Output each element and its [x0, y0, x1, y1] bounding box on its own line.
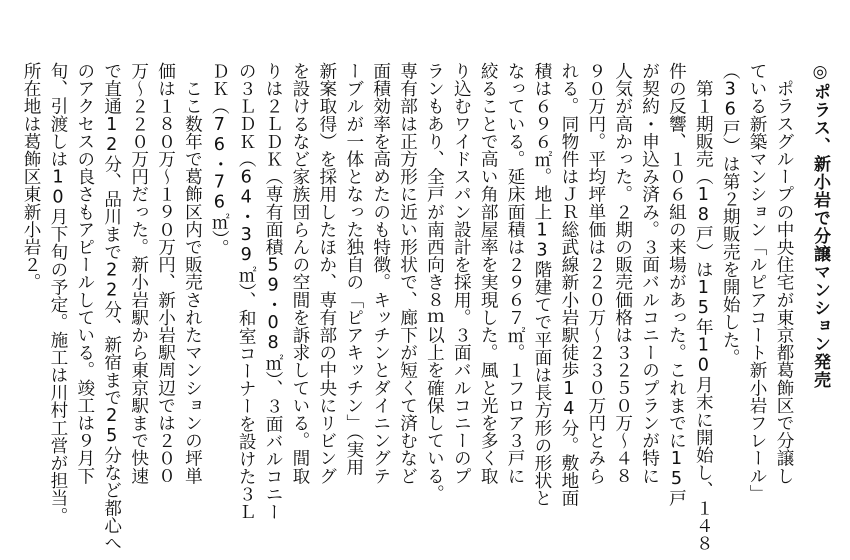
article-line: 新案取得）を採用したほか、専有部の中央にリビング — [316, 62, 337, 485]
article-line: のアクセスの良さもアピールしている。竣工は９月下 — [74, 62, 95, 485]
article-line: 積は６９６㎡。地上13階建てで平面は長方形の形状と — [531, 62, 552, 507]
article-line: れる。同物件はＪＲ総武線新小岩駅徒歩14分。敷地面 — [558, 62, 579, 507]
article-line: ここ数年で葛飾区内で販売されたマンションの坪単 — [182, 62, 203, 485]
article-line: 件の反響、１０６組の来場があった。これまでに15戸 — [666, 62, 687, 507]
article-line: 価は１８０万～１９０万円、新小岩駅周辺では２００ — [155, 62, 176, 485]
article-line: （36戸）は第２期販売を開始した。 — [720, 62, 741, 366]
article-line: 第１期販売（18戸）は15年10月末に開始し、１４８ — [693, 62, 714, 552]
article-line: を設けるなど家族団らんの空間を訴求している。間取 — [289, 62, 310, 485]
article-line: ーブルが一体となった独自の「ピアキッチン」（実用 — [343, 62, 364, 476]
article-line: 人気が高かった。２期の販売価格は３２５０万～４８ — [612, 62, 633, 485]
article-line: ポラスグループの中央住宅が東京都葛飾区で分譲し — [774, 62, 794, 485]
article-line: ている新築マンション「ルピアコート新小岩フレール」 — [747, 62, 768, 502]
article-line: ＤＫ（76・76㎡）。 — [209, 62, 230, 257]
article-line: 面積効率を高めたのも特徴。キッチンとダイニングテ — [370, 62, 391, 485]
article-line: 専有部は正方形に近い形状で、廊下が短くて済むなど — [397, 62, 418, 485]
article-line: ９０万円。平均坪単価は２２０万～２３０万円とみら — [585, 62, 606, 485]
article-line: 絞ることで高い角部屋率を実現した。風と光を多く取 — [478, 62, 499, 485]
article-line: り込むワイドスパン設計を採用。３面バルコニーのプ — [451, 62, 472, 485]
article-line: りは２ＬＤＫ（専有面積59・08㎡）、３面バルコニー — [263, 62, 284, 521]
article-line: の３ＬＤＫ（64・39㎡）、和室コーナーを設けた３Ｌ — [236, 62, 257, 521]
article-headline: ◎ポラス、新小岩で分譲マンション発売 — [810, 62, 830, 389]
article-line: が契約・申込み済み。３面バルコニーのプランが特に — [639, 62, 660, 485]
article-line: 万～２２０万円だった。新小岩駅から東京駅まで快速 — [128, 62, 149, 485]
article-line: なっている。延床面積は２９６７㎡。１フロア３戸に — [505, 62, 526, 485]
article-line: ランもあり、全戸が南西向き８ｍ以上を確保している。 — [424, 62, 445, 502]
article-line: 所在地は葛飾区東新小岩２。 — [21, 62, 42, 291]
article-line: で直通12分、品川まで22分、新宿まで25分など都心へ — [101, 62, 122, 552]
news-article — [12, 62, 830, 552]
article-line: 旬、引渡しは10月下旬の予定。施工は川村工営が担当。 — [47, 62, 68, 525]
